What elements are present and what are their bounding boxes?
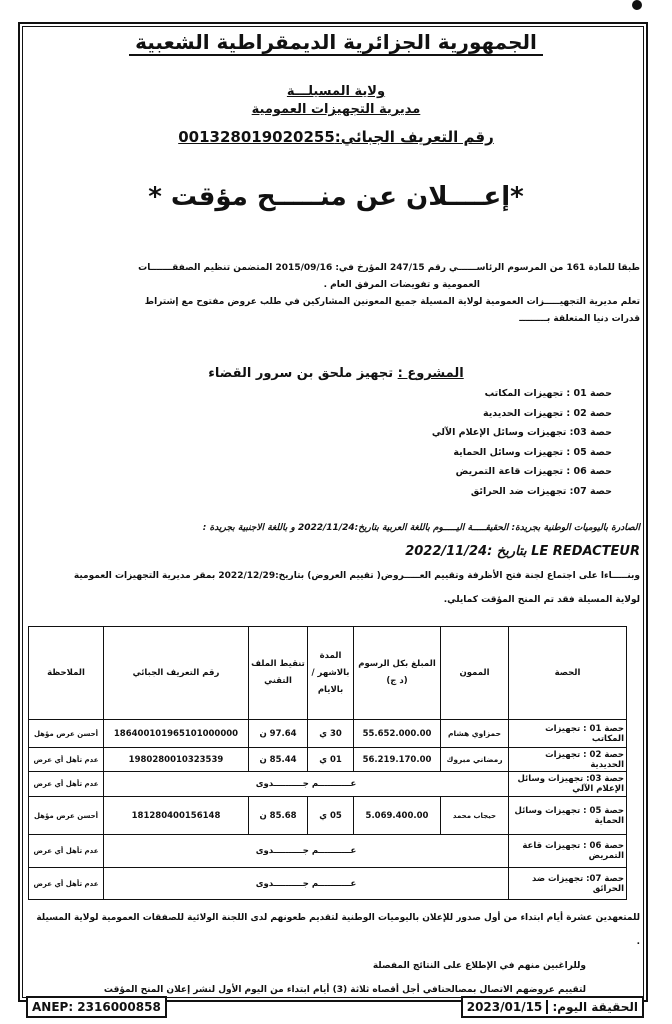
- closing-line-1: للمتعهدين عشرة أيام ابتداء من أول صدور للإعلان باليوميات الوطنية لتقديم طعونهم لدى اللجنة الولائية للصفقات العمومية لولاية المسيلة .: [36, 913, 640, 947]
- cell-score: 97.64 ن: [249, 720, 308, 748]
- republic-text: الجمهورية الجزائرية الديمقراطية الشعبية: [129, 30, 543, 56]
- lot-item: حصة 07: تجهيزات ضد الحرائق: [470, 485, 612, 497]
- publication-date: 2023/01/15: [467, 1000, 549, 1014]
- table-row: [29, 748, 627, 772]
- closing-paragraph: [32, 906, 640, 1002]
- cell-lot: حصة 07: تجهيزات ضد الحرائق: [509, 868, 627, 900]
- cell-nif: 1980280010323539: [104, 748, 249, 772]
- header-duration: المدة بالاشهر / بالايام: [308, 627, 354, 720]
- cell-nif: 186400101965101000000: [104, 720, 249, 748]
- publication-line-3: وبنـــــاءا على اجتماع لجنة فتح الأظرفة وتقييم العـــــروض( تقييم العروض) بتاريخ:2022/12/29 بمقر مديرية التجهيزات العمومية: [73, 571, 640, 581]
- cell-amount: 55.652.000.00: [354, 720, 441, 748]
- table-header-row: [29, 627, 627, 720]
- cell-remark: عدم تأهل أي عرض: [29, 868, 104, 900]
- wilaya: ولاية المسيلـــة: [286, 84, 386, 99]
- table-row: [29, 797, 627, 835]
- newspaper-label: الحقيقة اليوم:: [552, 1000, 638, 1014]
- cell-duration: 30 ي: [308, 720, 354, 748]
- intro-line-4: قدرات دنيا المتعلقة بـــــــــ: [519, 314, 640, 324]
- closing-line-3: لتقييم عروضهم الاتصال بمصالحنافي أجل أقصاه ثلاثة (3) أيام ابتداء من اليوم الأول لنشر إعلان المنح المؤقت: [103, 985, 586, 995]
- project-line: [30, 366, 642, 381]
- cell-remark: أحسن عرض مؤهل: [29, 797, 104, 835]
- lot-item: حصة 06 : تجهيزات قاعة التمريض: [455, 466, 612, 477]
- anep-number: ANEP: 2316000858: [26, 996, 167, 1018]
- intro-line-1: طبقا للمادة 161 من المرسوم الرئاســــــي رقم 247/15 المؤرخ في: 2015/09/16 المتضمن تنظيم الصفقـــــــات: [138, 263, 640, 273]
- republic-heading: [30, 30, 642, 54]
- publication-paragraph: [32, 516, 640, 612]
- newspaper-date: [461, 996, 644, 1018]
- cell-infructuous: عـــــــــــم جــــــــــدوى: [104, 772, 509, 797]
- intro-paragraph: [32, 260, 640, 328]
- cell-remark: عدم تأهل أي عرض: [29, 835, 104, 868]
- project-name: تجهيز ملحق بن سرور القضاء: [208, 366, 398, 381]
- publication-line-2: LE REDACTEUR بتاريخ :2022/11/24: [405, 544, 640, 559]
- intro-line-2: العمومية و تفويضات المرفق العام .: [323, 280, 480, 290]
- table-row: [29, 772, 627, 797]
- cell-lot: حصة 02 : تجهيزات الحديدية: [509, 748, 627, 772]
- cell-score: 85.44 ن: [249, 748, 308, 772]
- header-amount: المبلغ بكل الرسوم (د ج): [354, 627, 441, 720]
- cell-supplier: حمزاوي هشام: [441, 720, 509, 748]
- lot-item: حصة 02 : تجهيزات الحديدية: [482, 407, 612, 419]
- lot-item: حصة 05 : تجهيزات وسائل الحماية: [453, 446, 612, 458]
- table-row: [29, 720, 627, 748]
- cell-lot: حصة 03: تجهيزات وسائل الإعلام الآلي: [509, 772, 627, 797]
- header-nif: رقم التعريف الجبائي: [104, 627, 249, 720]
- cell-remark: عدم تأهل أي عرض: [29, 772, 104, 797]
- publication-line-1: الصادرة باليوميات الوطنية بجريدة: الحقيقـــــة اليـــــوم باللغة العربية بتاريخ:2022/11/24 و باللغة الاجنبية بجريدة :: [202, 523, 640, 533]
- award-table: [28, 626, 627, 900]
- table-row: [29, 835, 627, 868]
- tax-id: رقم التعريف الجبائي:001328019020255: [178, 128, 494, 146]
- cell-remark: أحسن عرض مؤهل: [29, 720, 104, 748]
- closing-line-2: وللراغبين منهم في الإطلاع على النتائج المفصلة: [372, 961, 586, 971]
- directorate: مديرية التجهيزات العمومية: [251, 102, 421, 117]
- cell-lot: حصة 06 : تجهيزات قاعة التمريض: [509, 835, 627, 868]
- header-supplier: الممون: [441, 627, 509, 720]
- intro-line-3: تعلم مديرية التجهيـــــزات العمومية لولاية المسيلة جميع المعونين المشاركين في طلب عروض مفتوح مع إشتراط: [144, 297, 640, 307]
- cell-supplier: رمضاني مبروك: [441, 748, 509, 772]
- table-row: [29, 868, 627, 900]
- cell-duration: 01 ي: [308, 748, 354, 772]
- header-remark: الملاحظة: [29, 627, 104, 720]
- cell-lot: حصة 05 : تجهيزات وسائل الحماية: [509, 797, 627, 835]
- cell-infructuous: عـــــــــــم جــــــــــدوى: [104, 868, 509, 900]
- cell-infructuous: عـــــــــــم جــــــــــدوى: [104, 835, 509, 868]
- cell-remark: عدم تأهل أي عرض: [29, 748, 104, 772]
- header-score: تنقيط الملف التقني: [249, 627, 308, 720]
- cell-amount: 5.069.400.00: [354, 797, 441, 835]
- cell-duration: 05 ي: [308, 797, 354, 835]
- cell-amount: 56.219.170.00: [354, 748, 441, 772]
- project-label: المشروع :: [397, 366, 464, 381]
- cell-supplier: حيجاب محمد: [441, 797, 509, 835]
- ink-spot: [632, 0, 642, 10]
- lots-list: [432, 384, 612, 501]
- cell-lot: حصة 01 : تجهيزات المكاتب: [509, 720, 627, 748]
- cell-nif: 181280400156148: [104, 797, 249, 835]
- lot-item: حصة 01 : تجهيزات المكاتب: [484, 388, 612, 399]
- cell-score: 85.68 ن: [249, 797, 308, 835]
- lot-item: حصة 03: تجهيزات وسائل الإعلام الآلي: [431, 427, 612, 438]
- announcement-title: *إعــــلان عن منـــــح مؤقت *: [148, 182, 524, 212]
- publication-line-4: لولاية المسيلة فقد تم المنح المؤقت كمايلي.: [443, 595, 640, 605]
- header-lot: الحصة: [509, 627, 627, 720]
